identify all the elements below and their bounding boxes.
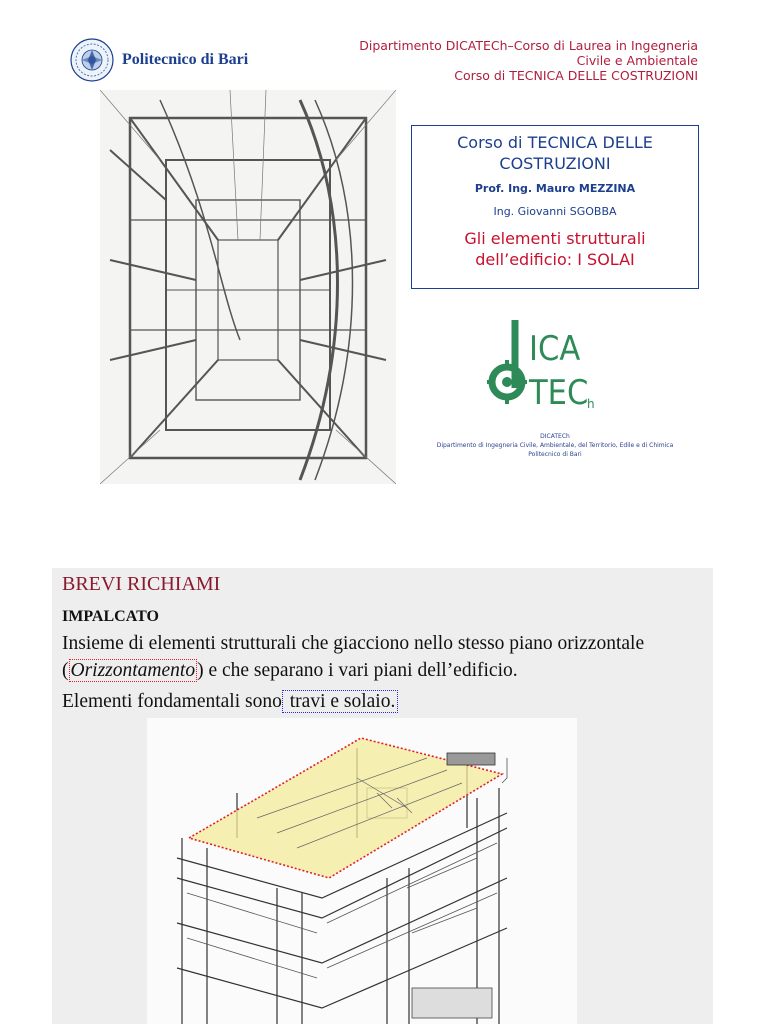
university-name: Politecnico di Bari <box>122 51 249 68</box>
building-structure-illustration <box>147 718 577 1024</box>
structural-frame-sketch <box>100 90 396 484</box>
caption-line: Politecnico di Bari <box>528 451 582 458</box>
orizzontamento-highlight: Orizzontamento <box>70 660 196 681</box>
slide-subtitle: IMPALCATO <box>62 608 159 625</box>
department-header <box>359 38 698 83</box>
content-slide <box>52 568 713 1024</box>
university-seal-icon <box>70 38 114 82</box>
department-caption <box>410 432 700 459</box>
slide-title: BREVI RICHIAMI <box>62 573 221 595</box>
topic-line: Gli elementi strutturali <box>464 229 646 248</box>
lecture-topic <box>412 228 698 270</box>
topic-line: dell’edificio: I SOLAI <box>475 250 635 269</box>
logo-text-sub: h <box>587 397 595 411</box>
professor-name: Prof. Ing. Mauro MEZZINA <box>474 182 636 195</box>
header-line: Civile e Ambientale <box>576 53 698 68</box>
header-line: Dipartimento DICATECh–Corso di Laurea in Ingegneria <box>359 38 698 53</box>
course-title-box <box>411 125 699 289</box>
paragraph-text: Elementi fondamentali sono <box>62 691 282 712</box>
definition-paragraph <box>62 630 712 684</box>
university-header <box>70 38 248 82</box>
travi-solaio-highlight: travi e solaio. <box>282 690 398 713</box>
logo-text-top: ICA <box>529 329 581 369</box>
course-title <box>412 132 698 174</box>
header-line: Corso di TECNICA DELLE COSTRUZIONI <box>454 68 698 83</box>
logo-text-bottom: TEC <box>529 373 589 413</box>
course-title-line: COSTRUZIONI <box>499 154 611 173</box>
engineer-name: Ing. Giovanni SGOBBA <box>493 205 617 218</box>
course-title-line: Corso di TECNICA DELLE <box>457 133 653 152</box>
paragraph-text: Insieme di elementi strutturali che giacciono nello stesso piano orizzontale ( <box>62 633 645 681</box>
paragraph-text: ) e che separano i vari piani dell’edificio. <box>197 660 518 681</box>
caption-line: DICATECh <box>540 433 570 440</box>
dicatech-logo <box>487 318 597 414</box>
caption-line: Dipartimento di Ingegneria Civile, Ambientale, del Territorio, Edile e di Chimica <box>436 442 674 449</box>
elements-paragraph <box>62 690 398 714</box>
